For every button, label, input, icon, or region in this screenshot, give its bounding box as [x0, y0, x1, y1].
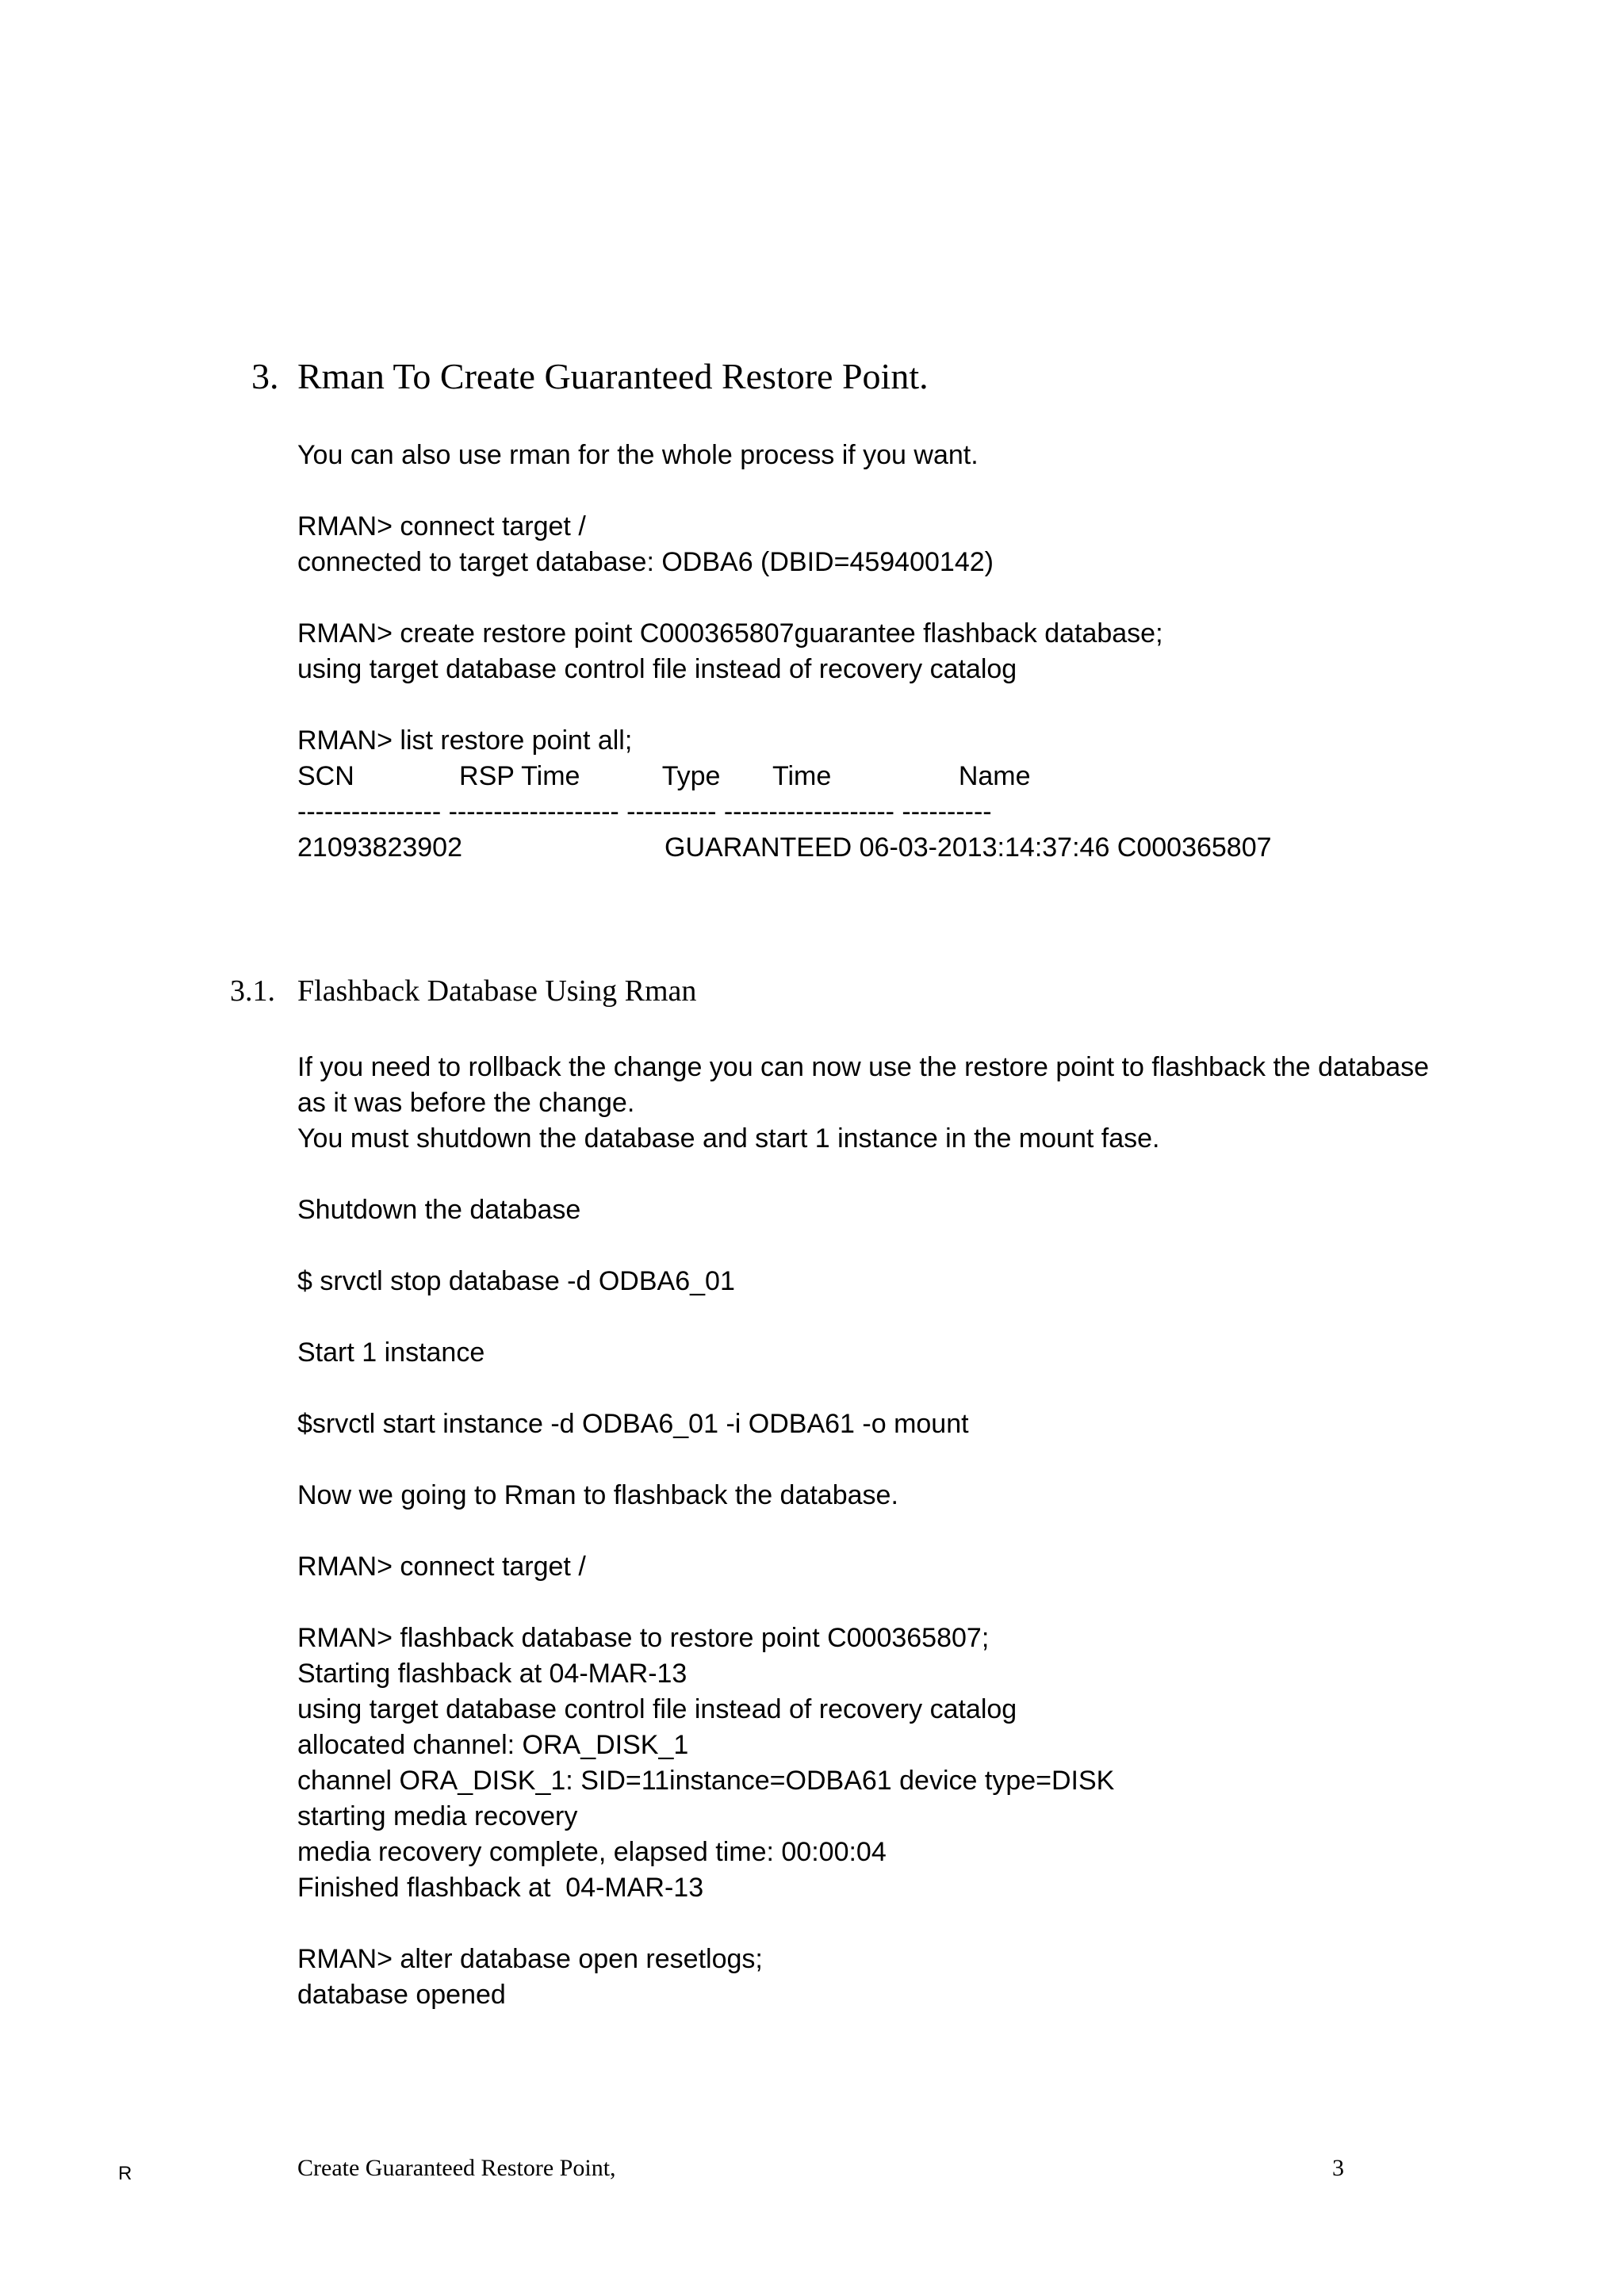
rman-alter-command: RMAN> alter database open resetlogs; [297, 1944, 763, 1974]
flashback-paragraph-line-2: as it was before the change. [297, 1088, 635, 1118]
section-3-intro: You can also use rman for the whole process if you want. [297, 440, 979, 470]
rman-connect-command-2: RMAN> connect target / [297, 1552, 586, 1582]
rman-connect-command: RMAN> connect target / [297, 511, 586, 541]
section-3-number: 3. [251, 356, 279, 396]
footer-title: Create Guaranteed Restore Point, [297, 2155, 616, 2181]
flashback-paragraph-line-1: If you need to rollback the change you can now use the restore point to flashback the database [297, 1052, 1430, 1082]
flashback-paragraph-line-3: You must shutdown the database and start 1 instance in the mount fase. [297, 1123, 1160, 1154]
restore-point-table-rule: ---------------- ------------------- ---------- ------------------- ---------- [297, 797, 992, 827]
start-instance-label: Start 1 instance [297, 1337, 485, 1368]
flashback-output-line-7: Finished flashback at 04-MAR-13 [297, 1873, 704, 1903]
page-number: 3 [1332, 2155, 1344, 2181]
flashback-output-line-4: channel ORA_DISK_1: SID=11instance=ODBA61 device type=DISK [297, 1766, 1115, 1796]
now-going-text: Now we going to Rman to flashback the database. [297, 1480, 898, 1510]
footer-mark: R [118, 2163, 132, 2184]
shutdown-command: $ srvctl stop database -d ODBA6_01 [297, 1266, 735, 1296]
section-3-1-number: 3.1. [230, 974, 275, 1008]
section-3-title: Rman To Create Guaranteed Restore Point. [297, 356, 929, 396]
start-instance-command: $srvctl start instance -d ODBA6_01 -i ODBA61 -o mount [297, 1409, 969, 1439]
flashback-output-line-3: allocated channel: ORA_DISK_1 [297, 1730, 689, 1760]
restore-point-table-header: SCN RSP Time Type Time Name [297, 761, 1031, 791]
flashback-output-line-6: media recovery complete, elapsed time: 00:00:04 [297, 1837, 887, 1867]
rman-create-command: RMAN> create restore point C000365807guarantee flashback database; [297, 618, 1163, 649]
flashback-output-line-5: starting media recovery [297, 1801, 578, 1831]
shutdown-label: Shutdown the database [297, 1195, 581, 1225]
rman-list-command: RMAN> list restore point all; [297, 725, 633, 756]
rman-connect-output: connected to target database: ODBA6 (DBID=459400142) [297, 547, 994, 577]
flashback-output-line-2: using target database control file instead of recovery catalog [297, 1694, 1017, 1724]
section-3-1-title: Flashback Database Using Rman [297, 974, 697, 1008]
restore-point-table-row: 21093823902 GUARANTEED 06-03-2013:14:37:46 C000365807 [297, 832, 1272, 863]
rman-alter-output: database opened [297, 1980, 506, 2010]
flashback-output-line-1: Starting flashback at 04-MAR-13 [297, 1659, 688, 1689]
rman-flashback-command: RMAN> flashback database to restore point C000365807; [297, 1623, 990, 1653]
rman-create-output: using target database control file instead of recovery catalog [297, 654, 1017, 684]
